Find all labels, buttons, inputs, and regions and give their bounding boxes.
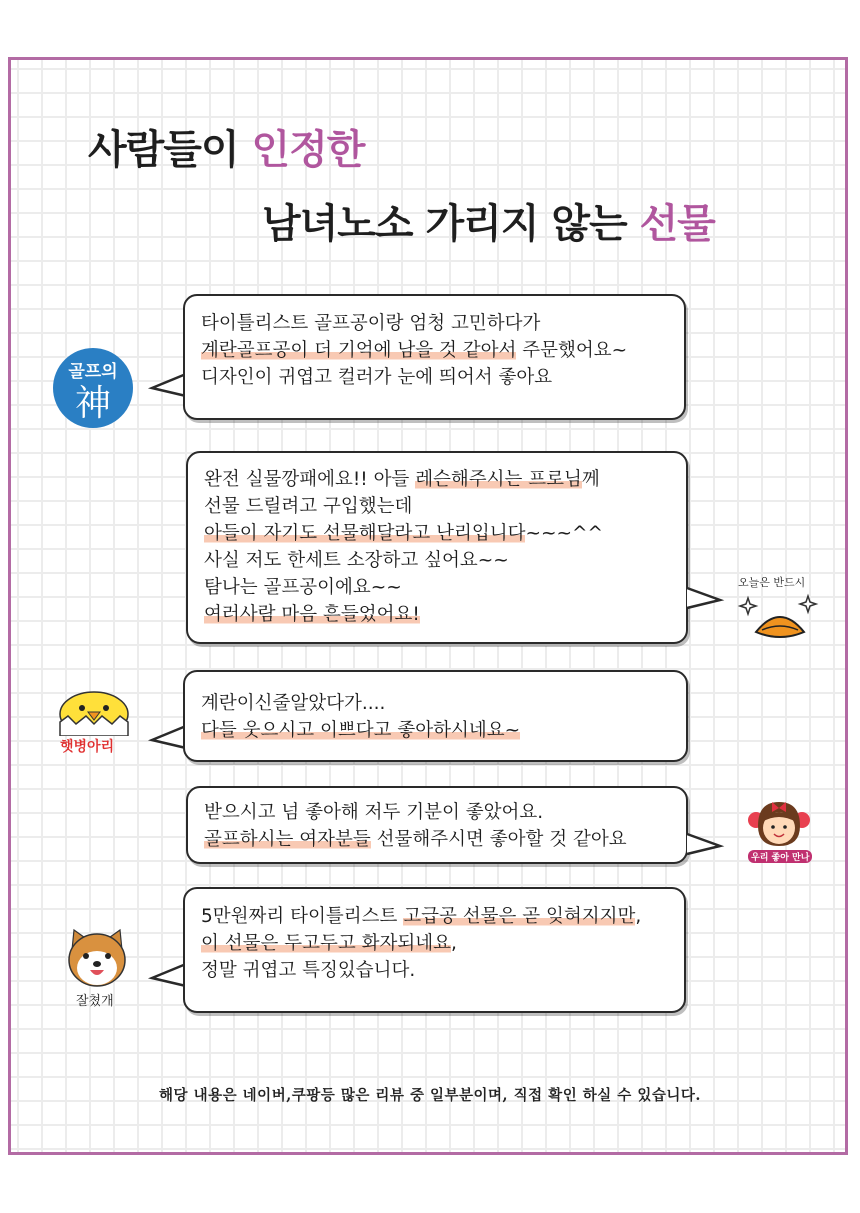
review-1-line-1: 타이틀리스트 골프공이랑 엄청 고민하다가 [201, 313, 541, 334]
headline-line-2-accent: 선물 [639, 201, 715, 247]
review-2-highlight-3: 여러사람 마음 흔들었어요! [204, 604, 420, 625]
review-3-highlight: 다들 웃으시고 이쁘다고 좋아하시네요~ [201, 720, 521, 741]
review-2-line-3 [204, 520, 670, 547]
chick-in-egg-icon [54, 688, 134, 736]
review-5-line-2 [201, 930, 668, 957]
review-5-highlight-1: 고급공 선물은 곧 잊혀지지만 [403, 906, 636, 927]
review-5-bubble [183, 887, 686, 1013]
review-1-line-2 [201, 337, 668, 364]
review-2-avatar-name: 오늘은 반드시 [738, 576, 806, 589]
review-2-line-6 [204, 601, 670, 628]
review-5-line-1-pre: 5만원짜리 타이틀리스트 [201, 906, 404, 927]
review-4-line-2-post: 선물해주시면 좋아할 것 같아요 [370, 829, 627, 850]
headline-line-2-text: 남녀노소 가리지 않는 [262, 201, 640, 247]
review-5-line-1-post: , [635, 906, 642, 927]
review-3-line-2 [201, 717, 670, 744]
review-2-bubble-tail [684, 584, 724, 614]
headline-line-1-accent: 인정한 [251, 127, 365, 173]
review-2-bubble [186, 451, 688, 644]
svg-text:神: 神 [74, 383, 112, 424]
headline-line-1 [88, 118, 364, 175]
review-4-line-2 [204, 826, 670, 853]
review-4-bubble [186, 786, 688, 864]
footer-disclaimer: 해당 내용은 네이버,쿠팡등 많은 리뷰 중 일부분이며, 직접 확인 하실 수 있습니다. [159, 1087, 701, 1104]
review-3-avatar-name: 햇병아리 [60, 739, 115, 755]
review-3-line-1: 계란이신줄알았다가.... [201, 693, 386, 714]
girl-with-bow-icon [744, 796, 814, 854]
review-1-bubble [183, 294, 686, 420]
review-5-avatar-name: 잘쳤개 [76, 994, 114, 1009]
review-2-line-2: 선물 드릴려고 구입했는데 [204, 496, 413, 517]
shiba-dog-icon [64, 928, 130, 988]
review-2-line-5: 탐나는 골프공이에요~~ [204, 577, 402, 598]
review-4-line-1: 받으시고 넘 좋아해 저두 기분이 좋았어요. [204, 802, 544, 823]
review-3-bubble [183, 670, 688, 762]
review-2-line-3-post: ~~~^^ [525, 523, 603, 544]
review-5-highlight-2: 이 선물은 두고두고 화자되네요 [201, 933, 451, 954]
review-2-line-1 [204, 466, 670, 493]
golf-god-logo-icon [52, 347, 134, 429]
review-1-highlight: 계란골프공이 더 기억에 남을 것 같아서 [201, 340, 517, 361]
review-5-line-2-post: , [450, 933, 457, 954]
review-4-highlight: 골프하시는 여자분들 [204, 829, 371, 850]
review-1-line-3: 디자인이 귀엽고 컬러가 눈에 띄어서 좋아요 [201, 367, 553, 388]
review-2-line-1-post: 께 [581, 469, 600, 490]
review-2-line-1-pre: 완전 실물깡패에요!! 아들 [204, 469, 416, 490]
review-2-highlight-1: 레슨해주시는 프로님 [415, 469, 582, 490]
svg-text:골프의: 골프의 [68, 362, 118, 382]
review-2-line-4: 사실 저도 한세트 소장하고 싶어요~~ [204, 550, 509, 571]
headline-line-1-text: 사람들이 [88, 127, 252, 173]
review-1-line-2-tail: 주문했어요~ [516, 340, 628, 361]
review-2-highlight-2: 아들이 자기도 선물해달라고 난리입니다 [204, 523, 526, 544]
review-5-line-3: 정말 귀엽고 특징있습니다. [201, 960, 416, 981]
review-5-line-1 [201, 903, 668, 930]
headline-line-2 [262, 192, 715, 249]
review-4-avatar-name: 우리 좋아 만나 [748, 850, 812, 863]
sparkle-mouth-icon [738, 592, 822, 648]
review-4-bubble-tail [684, 830, 724, 860]
